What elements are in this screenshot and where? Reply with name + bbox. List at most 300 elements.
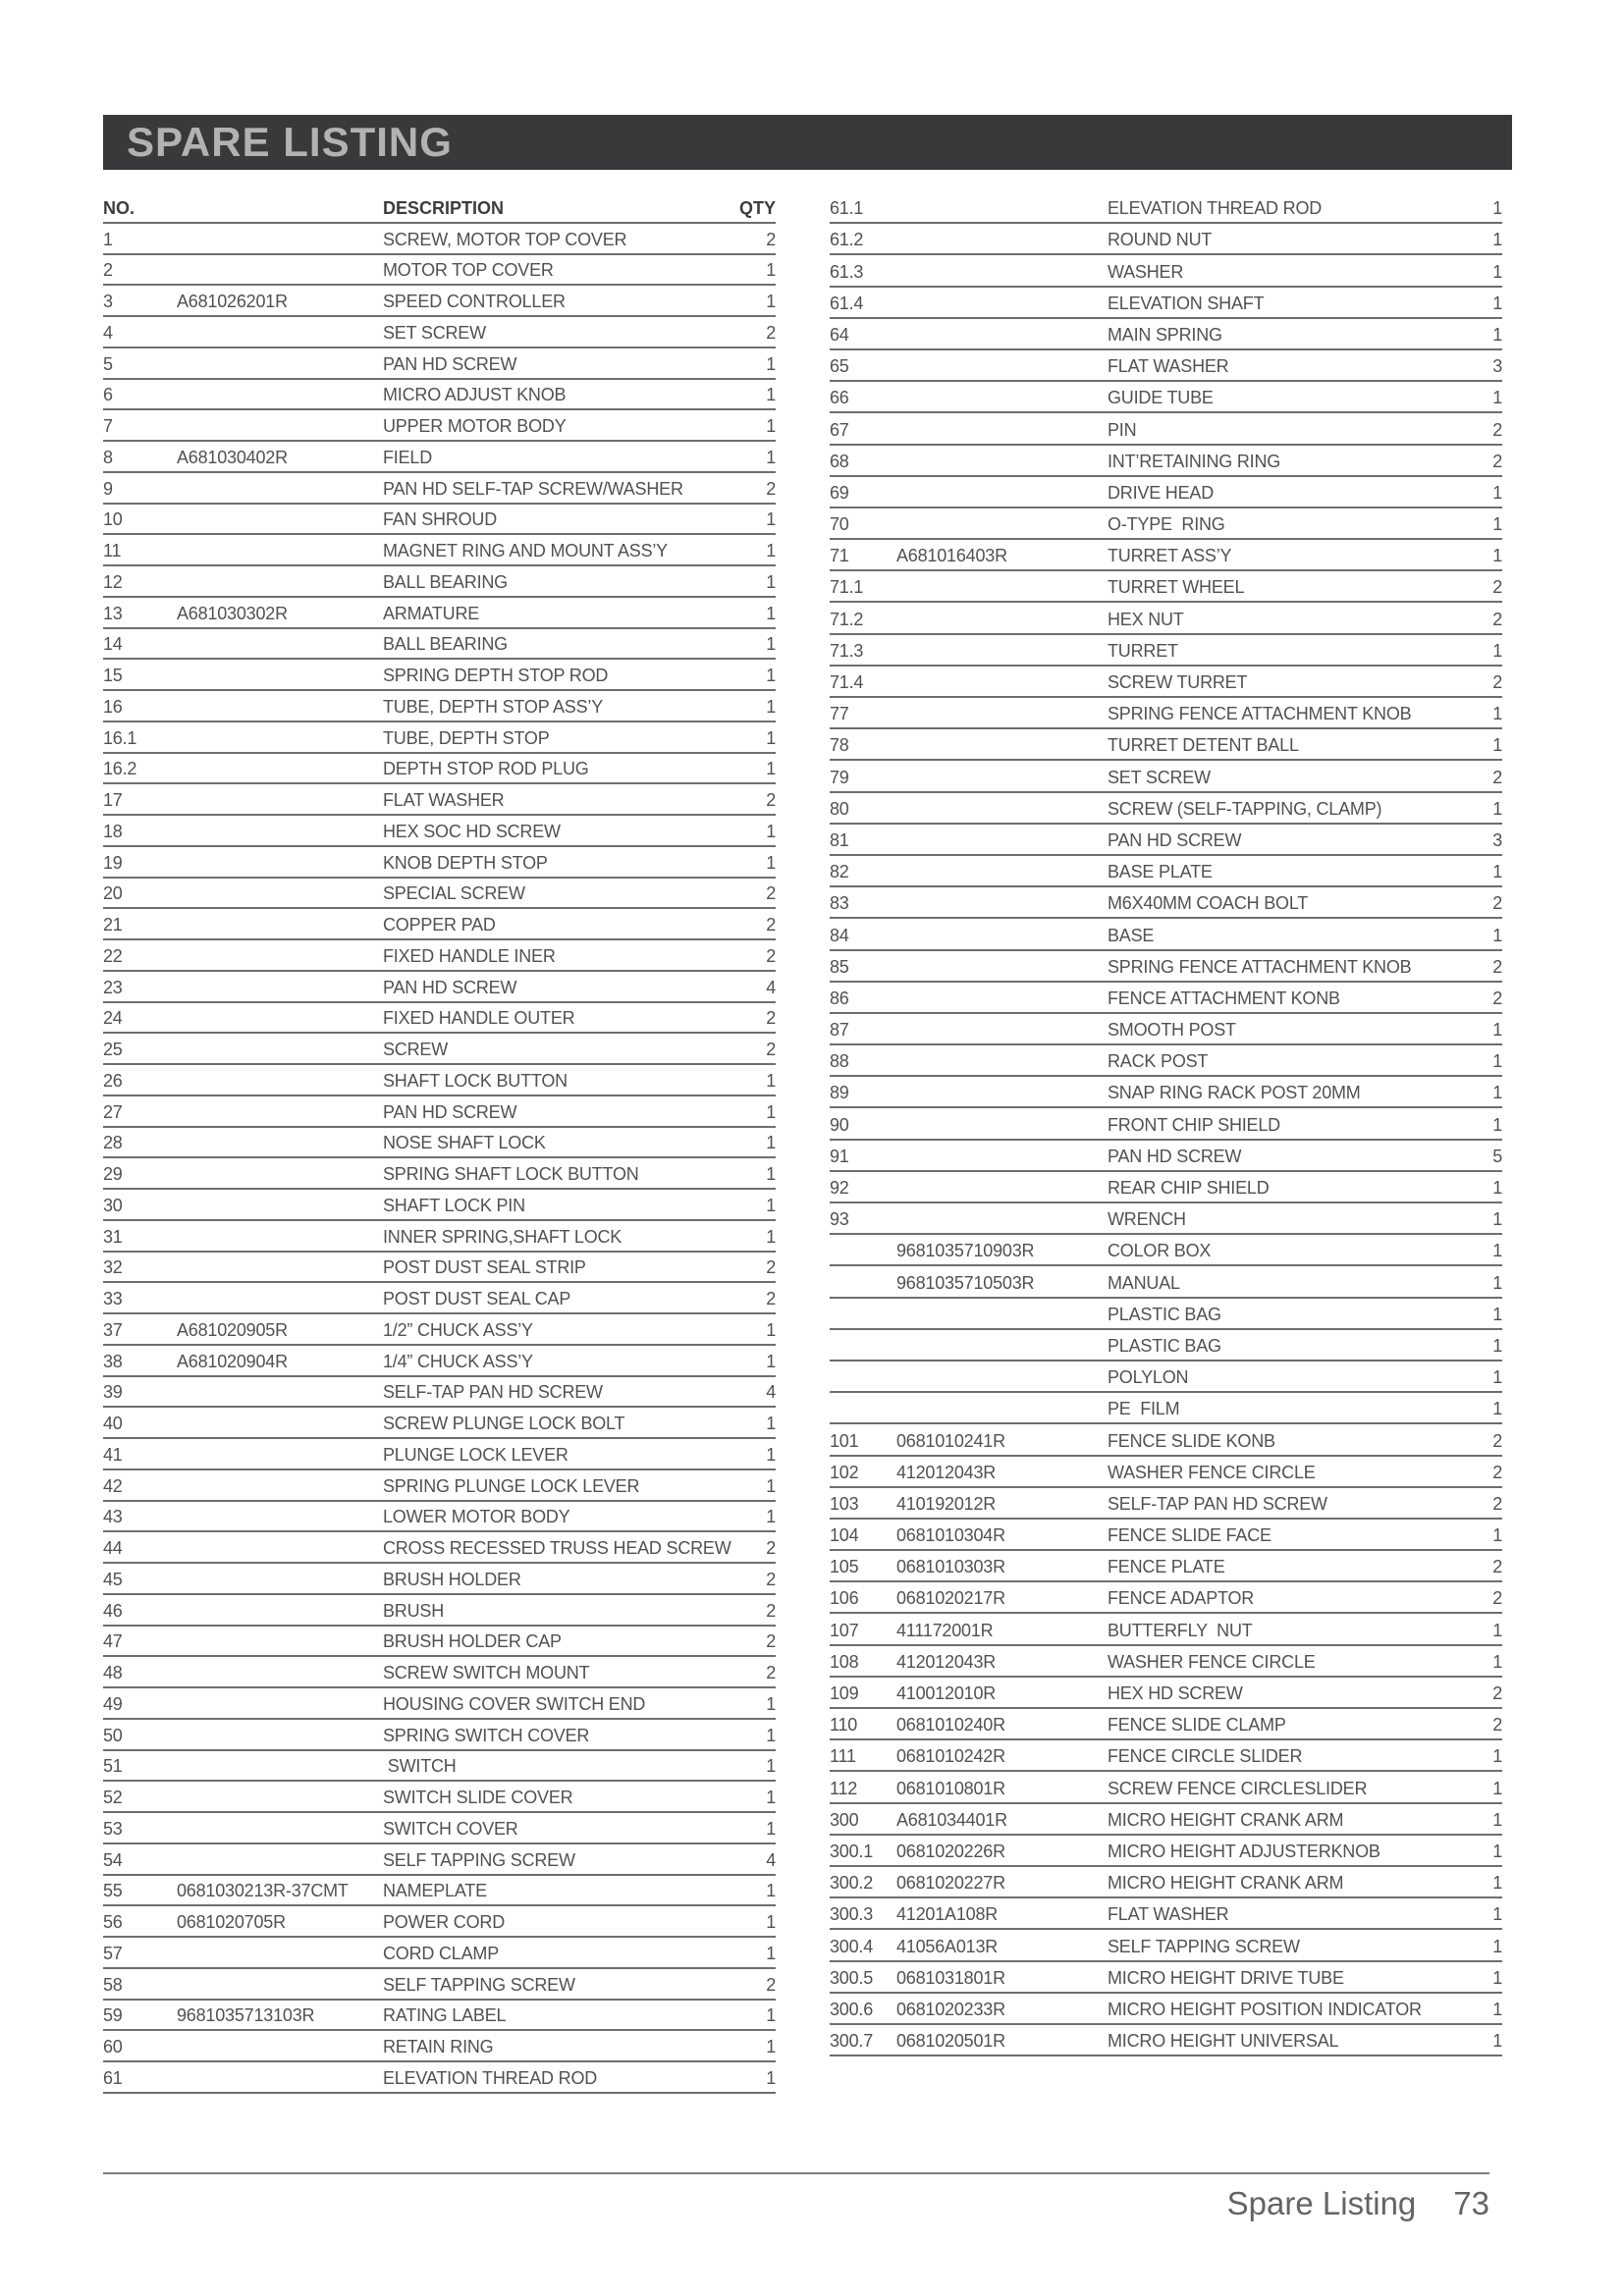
- table-row: [830, 983, 1502, 1014]
- cell-qty: 1: [766, 1693, 776, 1714]
- table-row: [830, 919, 1502, 950]
- cell-qty: 1: [1492, 324, 1502, 345]
- cell-part-number: 9681035710903R: [896, 1241, 1035, 1261]
- table-row: [830, 1424, 1502, 1456]
- cell-qty: 1: [1492, 546, 1502, 566]
- cell-description: NOSE SHAFT LOCK: [383, 1133, 546, 1153]
- cell-part-number: 0681020227R: [896, 1873, 1005, 1894]
- table-row: [103, 1253, 776, 1284]
- cell-qty: 2: [766, 1569, 776, 1589]
- table-row: [103, 348, 776, 380]
- cell-qty: 2: [1492, 956, 1502, 977]
- table-row: [830, 508, 1502, 540]
- table-row: [103, 1595, 776, 1627]
- cell-qty: 1: [766, 603, 776, 623]
- cell-description: FLAT WASHER: [1108, 1904, 1229, 1925]
- cell-description: ELEVATION THREAD ROD: [1108, 198, 1323, 219]
- cell-description: SPEED CONTROLLER: [383, 292, 566, 311]
- cell-qty: 1: [766, 1756, 776, 1777]
- cell-description: SPRING SWITCH COVER: [383, 1725, 590, 1745]
- cell-description: ELEVATION THREAD ROD: [383, 2067, 598, 2088]
- cell-qty: 1: [1492, 482, 1502, 503]
- cell-no: 46: [103, 1600, 123, 1621]
- cell-no: 71: [830, 546, 849, 566]
- cell-no: 108: [830, 1651, 859, 1672]
- table-row: [103, 2001, 776, 2032]
- cell-no: 109: [830, 1683, 859, 1703]
- cell-description: SCREW SWITCH MOUNT: [383, 1663, 590, 1682]
- cell-qty: 2: [1492, 767, 1502, 787]
- cell-no: 28: [103, 1133, 123, 1153]
- cell-qty: 1: [1492, 1020, 1502, 1041]
- table-row: [103, 847, 776, 879]
- cell-qty: 2: [766, 790, 776, 810]
- cell-no: 43: [103, 1507, 123, 1527]
- cell-description: FIELD: [383, 447, 433, 467]
- cell-description: HOUSING COVER SWITCH END: [383, 1693, 646, 1714]
- table-row: [103, 380, 776, 411]
- cell-no: 3: [103, 292, 113, 311]
- cell-qty: 1: [766, 852, 776, 873]
- table-row: [103, 1346, 776, 1377]
- cell-part-number: 0681020705R: [177, 1912, 286, 1932]
- cell-qty: 1: [766, 292, 776, 311]
- cell-part-number: 0681010241R: [896, 1430, 1005, 1451]
- table-row: [830, 1772, 1502, 1803]
- table-row: [830, 540, 1502, 571]
- cell-qty: 2: [1492, 988, 1502, 1008]
- cell-description: PE FILM: [1108, 1399, 1180, 1419]
- cell-description: ROUND NUT: [1108, 230, 1213, 250]
- table-row: [103, 1502, 776, 1533]
- cell-qty: 2: [766, 1289, 776, 1308]
- cell-description: TURRET ASS’Y: [1108, 546, 1232, 566]
- cell-part-number: 410012010R: [896, 1683, 997, 1703]
- cell-description: WASHER: [1108, 261, 1184, 282]
- cell-description: SET SCREW: [1108, 767, 1211, 787]
- cell-qty: 1: [766, 696, 776, 717]
- table-row: [103, 1688, 776, 1720]
- cell-qty: 1: [1492, 735, 1502, 756]
- cell-description: SMOOTH POST: [1108, 1020, 1236, 1041]
- cell-no: 81: [830, 829, 849, 850]
- table-row: [830, 1108, 1502, 1140]
- cell-description: SPRING FENCE ATTACHMENT KNOB: [1108, 956, 1412, 977]
- cell-no: 88: [830, 1051, 849, 1072]
- cell-qty: 2: [766, 322, 776, 343]
- table-row: [103, 598, 776, 629]
- cell-no: 57: [103, 1943, 123, 1963]
- cell-no: 84: [830, 925, 849, 945]
- cell-description: MICRO ADJUST KNOB: [383, 385, 567, 405]
- cell-qty: 2: [1492, 609, 1502, 629]
- cell-qty: 1: [766, 727, 776, 748]
- table-row: [103, 286, 776, 317]
- cell-no: 61: [103, 2067, 123, 2088]
- cell-qty: 1: [1492, 704, 1502, 724]
- cell-no: 40: [103, 1414, 123, 1433]
- cell-description: SELF TAPPING SCREW: [383, 1849, 575, 1870]
- table-row: [103, 1128, 776, 1159]
- cell-description: FLAT WASHER: [1108, 356, 1229, 377]
- cell-description: CORD CLAMP: [383, 1943, 500, 1963]
- table-row: [103, 505, 776, 536]
- cell-qty: 1: [1492, 261, 1502, 282]
- cell-description: SNAP RING RACK POST 20MM: [1108, 1083, 1361, 1103]
- cell-no: 71.1: [830, 577, 864, 598]
- cell-description: POWER CORD: [383, 1912, 506, 1932]
- table-row: [103, 224, 776, 255]
- table-row: [830, 1203, 1502, 1235]
- cell-no: 31: [103, 1226, 123, 1247]
- cell-qty: 1: [766, 1070, 776, 1091]
- cell-qty: 1: [766, 2067, 776, 2088]
- cell-qty: 2: [1492, 1430, 1502, 1451]
- cell-description: FENCE SLIDE CLAMP: [1108, 1715, 1286, 1735]
- cell-qty: 1: [766, 1414, 776, 1433]
- cell-description: FENCE SLIDE FACE: [1108, 1525, 1271, 1546]
- cell-qty: 2: [1492, 1557, 1502, 1577]
- cell-description: MICRO HEIGHT DRIVE TUBE: [1108, 1967, 1344, 1988]
- table-row: [830, 1488, 1502, 1520]
- cell-description: LOWER MOTOR BODY: [383, 1507, 570, 1527]
- table-row: [103, 1408, 776, 1439]
- cell-no: 86: [830, 988, 849, 1008]
- cell-qty: 1: [766, 821, 776, 841]
- cell-no: 16: [103, 696, 123, 717]
- table-row: [830, 887, 1502, 919]
- cell-qty: 1: [766, 1101, 776, 1122]
- table-row: [830, 1330, 1502, 1362]
- table-row: [103, 1283, 776, 1314]
- table-row: [830, 224, 1502, 255]
- cell-no: 101: [830, 1430, 859, 1451]
- cell-description: MICRO HEIGHT CRANK ARM: [1108, 1809, 1344, 1830]
- cell-qty: 1: [1492, 1367, 1502, 1388]
- cell-no: 14: [103, 634, 123, 655]
- cell-description: BALL BEARING: [383, 571, 508, 592]
- cell-description: HEX NUT: [1108, 609, 1184, 629]
- table-row: [103, 1938, 776, 1969]
- cell-description: WRENCH: [1108, 1209, 1186, 1230]
- table-row: [103, 1876, 776, 1907]
- cell-description: SCREW, MOTOR TOP COVER: [383, 229, 627, 249]
- cell-no: 55: [103, 1881, 123, 1901]
- cell-qty: 1: [1492, 1083, 1502, 1103]
- cell-qty: 1: [1492, 1304, 1502, 1324]
- cell-no: 104: [830, 1525, 859, 1546]
- cell-description: SHAFT LOCK PIN: [383, 1195, 525, 1215]
- table-row: [830, 1740, 1502, 1772]
- cell-description: TURRET DETENT BALL: [1108, 735, 1299, 756]
- page-title-bar: [103, 115, 1512, 170]
- cell-no: 61.4: [830, 293, 864, 313]
- cell-part-number: 410192012R: [896, 1493, 997, 1514]
- cell-no: 52: [103, 1788, 123, 1807]
- cell-qty: 2: [766, 1040, 776, 1059]
- table-header-row: [103, 192, 776, 224]
- cell-qty: 1: [766, 1881, 776, 1901]
- table-row: [103, 691, 776, 722]
- table-row: [830, 1930, 1502, 1961]
- cell-no: 4: [103, 322, 113, 343]
- table-row: [103, 816, 776, 847]
- cell-no: 33: [103, 1289, 123, 1308]
- cell-no: 61.1: [830, 198, 864, 219]
- cell-description: SCREW FENCE CIRCLESLIDER: [1108, 1778, 1368, 1798]
- table-row: [103, 1377, 776, 1409]
- cell-qty: 1: [1492, 1778, 1502, 1798]
- cell-qty: 2: [766, 1538, 776, 1558]
- cell-qty: 1: [766, 260, 776, 281]
- cell-description: TUBE, DEPTH STOP: [383, 727, 550, 748]
- cell-qty: 2: [766, 1974, 776, 1995]
- table-row: [103, 784, 776, 816]
- cell-description: SWITCH COVER: [383, 1818, 518, 1839]
- cell-qty: 1: [766, 759, 776, 779]
- cell-no: 91: [830, 1146, 849, 1166]
- cell-qty: 2: [766, 1008, 776, 1029]
- cell-no: 21: [103, 915, 123, 934]
- page-footer: [103, 2185, 1489, 2222]
- table-row: [830, 1172, 1502, 1203]
- table-row: [830, 1646, 1502, 1678]
- cell-qty: 1: [1492, 1335, 1502, 1356]
- cell-qty: 2: [1492, 672, 1502, 692]
- footer-page-number: 73: [1453, 2185, 1489, 2221]
- cell-qty: 1: [1492, 862, 1502, 882]
- table-row: [830, 413, 1502, 445]
- cell-no: 39: [103, 1382, 123, 1403]
- table-row: [830, 1266, 1502, 1298]
- table-row: [830, 1141, 1502, 1172]
- cell-description: FENCE CIRCLE SLIDER: [1108, 1746, 1303, 1767]
- cell-description: FIXED HANDLE OUTER: [383, 1008, 575, 1029]
- table-row: [830, 1994, 1502, 2025]
- cell-qty: 1: [766, 2005, 776, 2026]
- cell-no: 50: [103, 1725, 123, 1745]
- table-row: [830, 1551, 1502, 1582]
- cell-description: MAGNET RING AND MOUNT ASS’Y: [383, 541, 668, 561]
- cell-part-number: 411172001R: [896, 1620, 994, 1640]
- table-row: [103, 1969, 776, 2001]
- cell-no: 27: [103, 1101, 123, 1122]
- cell-description: CROSS RECESSED TRUSS HEAD SCREW: [383, 1538, 731, 1558]
- cell-qty: 1: [766, 1133, 776, 1153]
- cell-qty: 1: [1492, 388, 1502, 408]
- cell-description: GUIDE TUBE: [1108, 388, 1214, 408]
- cell-qty: 3: [1492, 356, 1502, 377]
- cell-qty: 1: [1492, 1651, 1502, 1672]
- cell-description: ARMATURE: [383, 603, 480, 623]
- table-row: [103, 754, 776, 785]
- cell-no: 42: [103, 1475, 123, 1496]
- table-row: [830, 667, 1502, 698]
- table-row: [103, 1627, 776, 1658]
- table-row: [830, 793, 1502, 825]
- cell-description: 1/2” CHUCK ASS’Y: [383, 1319, 533, 1340]
- cell-no: 15: [103, 666, 123, 685]
- cell-no: 65: [830, 356, 849, 377]
- cell-description: SWITCH SLIDE COVER: [383, 1788, 573, 1807]
- cell-description: BASE: [1108, 925, 1155, 945]
- cell-no: 300.7: [830, 2031, 874, 2052]
- cell-description: NAMEPLATE: [383, 1881, 487, 1901]
- cell-no: 54: [103, 1849, 123, 1870]
- cell-description: WASHER FENCE CIRCLE: [1108, 1651, 1316, 1672]
- cell-qty: 1: [766, 1195, 776, 1215]
- table-row: [830, 288, 1502, 319]
- cell-no: 87: [830, 1020, 849, 1041]
- table-row: [830, 1077, 1502, 1108]
- table-row: [103, 255, 776, 287]
- cell-description: DRIVE HEAD: [1108, 482, 1215, 503]
- table-row: [830, 350, 1502, 382]
- cell-no: 47: [103, 1631, 123, 1652]
- cell-description: SPECIAL SCREW: [383, 883, 525, 904]
- table-row: [830, 319, 1502, 350]
- parts-table-right: [830, 192, 1502, 2056]
- table-row: [103, 972, 776, 1003]
- cell-description: BASE PLATE: [1108, 862, 1213, 882]
- cell-qty: 1: [766, 416, 776, 436]
- cell-qty: 2: [766, 1257, 776, 1278]
- cell-no: 1: [103, 229, 113, 249]
- cell-description: SCREW (SELF-TAPPING, CLAMP): [1108, 798, 1382, 819]
- table-row: [103, 535, 776, 566]
- table-row: [103, 1813, 776, 1844]
- cell-qty: 1: [1492, 1873, 1502, 1894]
- cell-description: COPPER PAD: [383, 915, 496, 934]
- cell-no: 300.1: [830, 1841, 874, 1861]
- cell-qty: 1: [1492, 1241, 1502, 1261]
- cell-no: 66: [830, 388, 849, 408]
- table-row: [103, 1470, 776, 1502]
- cell-no: 48: [103, 1663, 123, 1682]
- cell-qty: 1: [766, 1475, 776, 1496]
- cell-no: 300: [830, 1809, 859, 1830]
- cell-description: PAN HD SCREW: [383, 1101, 517, 1122]
- cell-no: 71.4: [830, 672, 864, 692]
- cell-description: SELF-TAP PAN HD SCREW: [383, 1382, 603, 1403]
- cell-qty: 1: [1492, 514, 1502, 535]
- footer-section-label: Spare Listing: [1226, 2185, 1417, 2221]
- table-row: [103, 722, 776, 754]
- cell-no: 92: [830, 1178, 849, 1198]
- cell-description: SPRING FENCE ATTACHMENT KNOB: [1108, 704, 1412, 724]
- cell-description: SPRING DEPTH STOP ROD: [383, 666, 609, 685]
- cell-part-number: 0681010240R: [896, 1715, 1005, 1735]
- cell-part-number: 0681010304R: [896, 1525, 1005, 1546]
- table-row: [103, 1906, 776, 1938]
- cell-qty: 2: [766, 478, 776, 499]
- cell-description: REAR CHIP SHIELD: [1108, 1178, 1270, 1198]
- cell-no: 16.1: [103, 727, 137, 748]
- table-row: [830, 635, 1502, 667]
- cell-no: 67: [830, 419, 849, 440]
- cell-qty: 1: [766, 571, 776, 592]
- cell-no: 61.3: [830, 261, 864, 282]
- cell-part-number: A681020905R: [177, 1319, 288, 1340]
- cell-description: POLYLON: [1108, 1367, 1189, 1388]
- cell-qty: 2: [1492, 1493, 1502, 1514]
- cell-description: RACK POST: [1108, 1051, 1209, 1072]
- cell-no: 107: [830, 1620, 859, 1640]
- cell-no: 90: [830, 1114, 849, 1135]
- cell-description: MICRO HEIGHT POSITION INDICATOR: [1108, 1999, 1422, 2019]
- cell-part-number: 412012043R: [896, 1651, 997, 1672]
- cell-no: 85: [830, 956, 849, 977]
- cell-no: 106: [830, 1588, 859, 1609]
- cell-no: 17: [103, 790, 123, 810]
- cell-qty: 4: [766, 977, 776, 997]
- cell-no: 105: [830, 1557, 859, 1577]
- cell-no: 80: [830, 798, 849, 819]
- cell-qty: 2: [1492, 577, 1502, 598]
- cell-qty: 1: [766, 1226, 776, 1247]
- parts-rows-right: [830, 192, 1502, 2056]
- cell-qty: 1: [1492, 925, 1502, 945]
- table-row: [103, 1034, 776, 1065]
- cell-description: PAN HD SCREW: [383, 977, 517, 997]
- cell-no: 71.3: [830, 640, 864, 661]
- cell-qty: 1: [1492, 2031, 1502, 2052]
- cell-qty: 1: [766, 1943, 776, 1963]
- cell-description: BRUSH HOLDER: [383, 1569, 521, 1589]
- cell-no: 41: [103, 1444, 123, 1465]
- cell-description: SWITCH: [383, 1756, 457, 1777]
- table-row: [103, 566, 776, 598]
- cell-description: BRUSH HOLDER CAP: [383, 1631, 562, 1652]
- cell-description: BUTTERFLY NUT: [1108, 1620, 1253, 1640]
- cell-qty: 2: [766, 1631, 776, 1652]
- table-row: [830, 856, 1502, 887]
- cell-description: MICRO HEIGHT CRANK ARM: [1108, 1873, 1344, 1894]
- table-row: [103, 1096, 776, 1128]
- cell-part-number: A681034401R: [896, 1809, 1007, 1830]
- cell-description: PLUNGE LOCK LEVER: [383, 1444, 568, 1465]
- cell-description: SCREW PLUNGE LOCK BOLT: [383, 1414, 625, 1433]
- table-row: [830, 1393, 1502, 1424]
- table-row: [830, 1836, 1502, 1867]
- cell-description: PLASTIC BAG: [1108, 1304, 1221, 1324]
- cell-no: 110: [830, 1715, 858, 1735]
- table-row: [103, 1844, 776, 1876]
- table-row: [830, 1804, 1502, 1836]
- cell-part-number: 0681020217R: [896, 1588, 1005, 1609]
- table-row: [103, 1439, 776, 1470]
- cell-no: 37: [103, 1319, 123, 1340]
- cell-description: PLASTIC BAG: [1108, 1335, 1221, 1356]
- cell-no: 9: [103, 478, 113, 499]
- table-row: [103, 909, 776, 940]
- table-row: [103, 473, 776, 505]
- cell-qty: 2: [766, 945, 776, 966]
- cell-description: HEX HD SCREW: [1108, 1683, 1243, 1703]
- cell-no: 300.2: [830, 1873, 874, 1894]
- cell-part-number: 0681010242R: [896, 1746, 1005, 1767]
- cell-description: PAN HD SCREW: [1108, 829, 1242, 850]
- cell-qty: 1: [1492, 293, 1502, 313]
- cell-description: MANUAL: [1108, 1272, 1180, 1293]
- table-row: [830, 2025, 1502, 2056]
- table-row: [103, 2062, 776, 2094]
- cell-description: RATING LABEL: [383, 2005, 507, 2026]
- cell-no: 77: [830, 704, 849, 724]
- cell-description: MOTOR TOP COVER: [383, 260, 554, 281]
- cell-qty: 1: [1492, 1525, 1502, 1546]
- table-row: [830, 729, 1502, 761]
